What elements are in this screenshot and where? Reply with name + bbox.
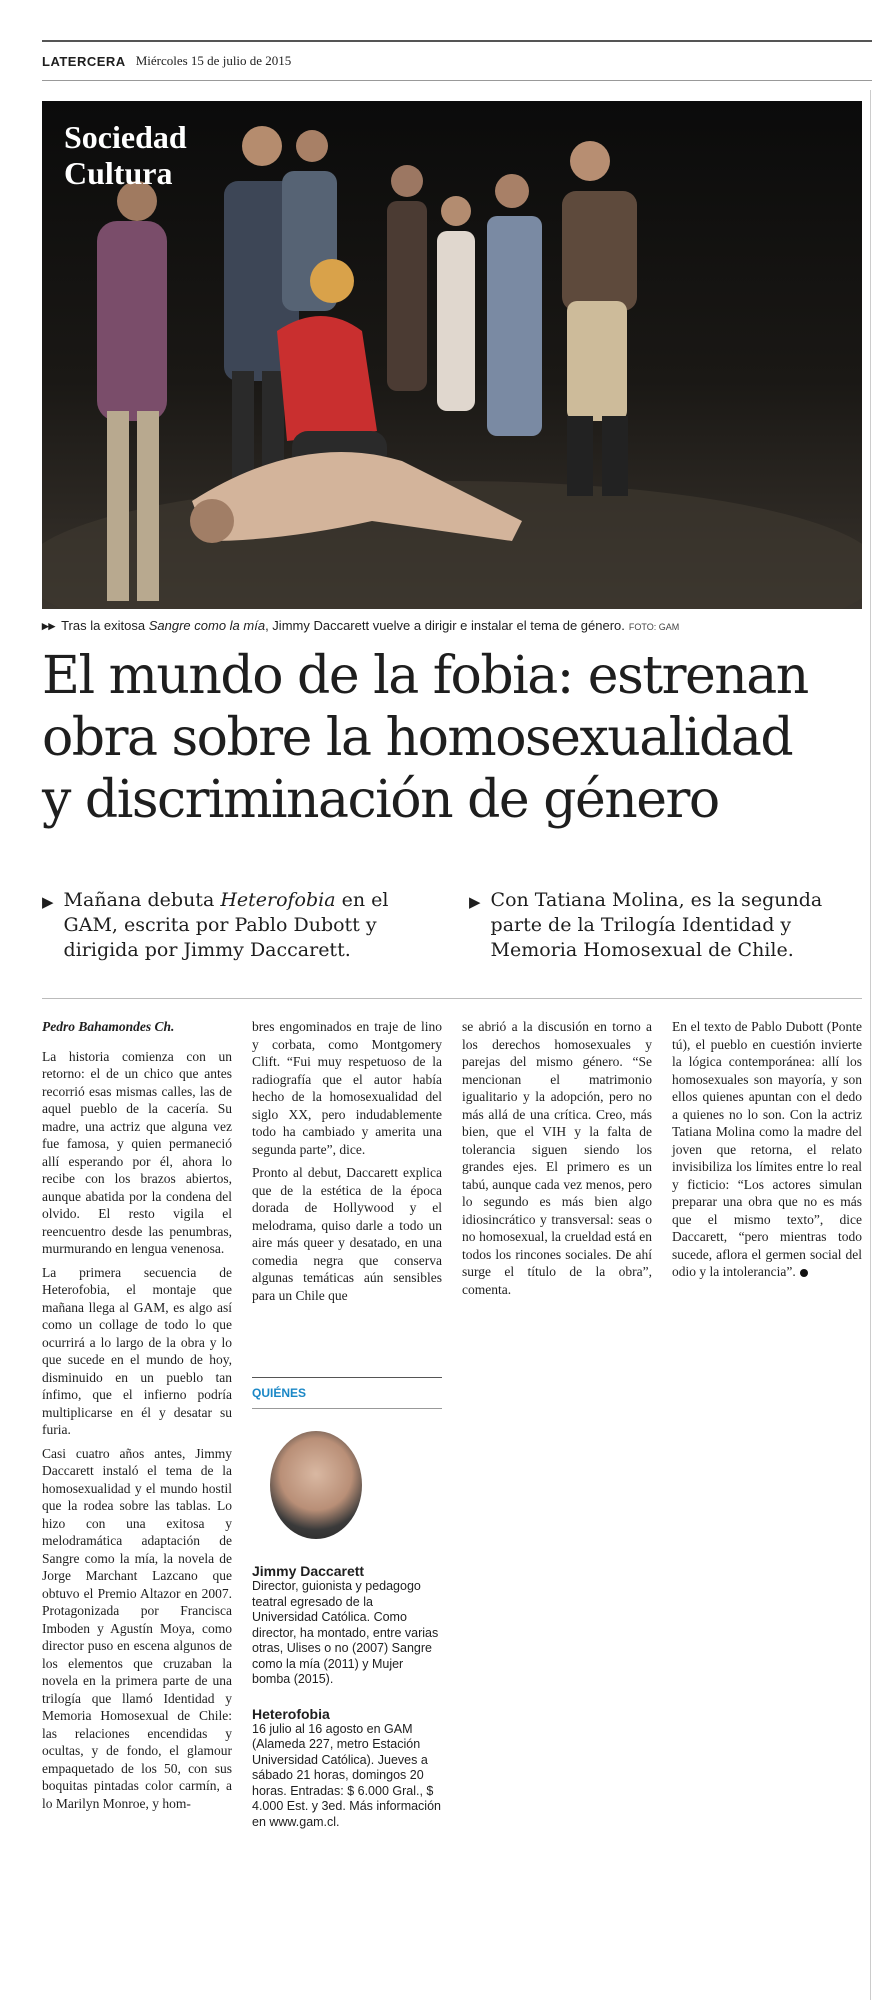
headline-line-1: El mundo de la fobia: estrenan <box>42 646 808 706</box>
quienes-sidebar <box>252 1377 442 1830</box>
paragraph: La primera secuencia de Heterofobia, el montaje que mañana llega al GAM, es algo así como un collage de todo lo que ocurrirá a lo largo de la obra y lo que sucede en el mundo de hoy, disminuido en un pueblo tan ínfimo, que el infierno podría multiplicarse en él y desatar su furia. <box>42 1264 232 1437</box>
sidebar-label: QUIÉNES <box>252 1377 442 1409</box>
headline <box>42 645 872 831</box>
end-mark-icon <box>800 1269 808 1277</box>
paragraph <box>672 1018 862 1281</box>
caption-text-after: , Jimmy Daccarett vuelve a dirigir e instalar el tema de género. <box>265 618 625 633</box>
masthead <box>42 40 872 81</box>
paragraph-text: En el texto de Pablo Dubott (Ponte tú), el pueblo en cuestión invierte la lógica contemporánea: allí los homosexuales son mayoría, y son ellos quienes apuntan con el dedo a quienes no lo son. Con la actriz Tatiana Molina como la madre del joven que retorna, el relato invisibiliza los límites entre lo real y ficticio: “Los actores simulan preparar una obra que no es más que el mismo texto”, dice Daccarett, “pero mientras todo sucede, aflora el germen social del odio y la intolerancia”. <box>672 1019 862 1279</box>
deck-item <box>42 888 435 963</box>
photo-credit: FOTO: GAM <box>628 622 680 632</box>
headline-line-2: obra sobre la homosexualidad <box>42 708 793 768</box>
deck-item <box>469 888 862 963</box>
deck-italic-title: Heterofobia <box>220 889 336 911</box>
director-portrait <box>270 1431 362 1539</box>
article-column-3 <box>462 1018 652 1304</box>
page-edge-rule <box>870 90 871 2000</box>
lead-photo <box>42 101 862 609</box>
subheadline-decks <box>42 888 862 963</box>
section-label-cultura: Cultura <box>64 155 173 191</box>
paragraph: se abrió a la discusión en torno a los derechos homosexuales y parejas del mismo género. “Se mencionan el matrimonio igualitario y la adopción, pero no más allá de una crítica. Creo, más bien, que el VIH y la falta de tolerancia siguen siendo los grandes ejes. El primero es un tabú, aunque cada vez menos, pero lo segundo es más bien algo idiosincrático y transversal: seas o no homosexual, la crueldad está en todos los rincones sociales. De ahí surge el título de la obra”, comenta. <box>462 1019 652 1297</box>
event-info: 16 julio al 16 agosto en GAM (Alameda 227, metro Estación Universidad Católica). Jueves a sábado 21 horas, domingos 20 horas. Entradas: $ 6.000 Gral., $ 4.000 Est. y 3ed. Más información en www.gam.cl. <box>252 1721 441 1829</box>
director-bio: Director, guionista y pedagogo teatral egresado de la Universidad Católica. Como director, ha montado, entre varias otras, Ulises o no (2007) Sangre como la mía (2011) y Mujer bomba (2015). <box>252 1579 439 1686</box>
deck-text-after: en el GAM, escrita por Pablo Dubott y dirigida por Jimmy Daccarett. <box>63 889 389 961</box>
section-label-sociedad: Sociedad <box>64 119 187 155</box>
double-arrow-icon: ▸▸ <box>42 618 56 633</box>
section-divider <box>42 998 862 999</box>
newspaper-brand: LATERCERA <box>42 53 126 69</box>
paragraph: Pronto al debut, Daccarett explica que de la estética de la época dorada de Hollywood y el melodrama, quiso darle a todo un aire más queer y desatado, en una comedia negra que conserva algunas temáticas aún sensibles para un Chile que <box>252 1165 442 1303</box>
paragraph: Casi cuatro años antes, Jimmy Daccarett instaló el tema de la homosexualidad y el mundo hostil que la rodea sobre las tablas. Lo hizo con una exitosa y melodramática adaptación de Sangre como la mía, la novela de Jorge Marchant Lazcano que obtuvo el Premio Altazor en 2007. Protagonizada por Francisca Imboden y Agustín Moya, como director puso en escena algunos de los elementos que cruzaban la novela en la primera parte de una trilogía que llamó Identidad y Memoria Homosexual de Chile: las relaciones encendidas y ocultas, y de fondo, el glamour empaquetado de los 50, con sus boquitas pintadas color carmín, a lo Marilyn Monroe, y hom- <box>42 1445 232 1811</box>
byline: Pedro Bahamondes Ch. <box>42 1019 175 1034</box>
deck-text-before: Mañana debuta <box>63 889 221 911</box>
paragraph: bres engominados en traje de lino y corbata, como Montgomery Clift. “Fui muy respetuoso de la radiografía que el autor había hecho de la homosexualidad del siglo XX, pero indudablemente todo ha cambiado y amerita una segunda parte”, dice. <box>252 1019 442 1157</box>
deck-text <box>64 888 435 963</box>
deck-text: Con Tatiana Molina, es la segunda parte de la Trilogía Identidad y Memoria Homosexual de Chile. <box>490 889 823 961</box>
director-name: Jimmy Daccarett <box>252 1563 365 1579</box>
triangle-bullet-icon: ▶ <box>42 893 54 911</box>
article-column-4 <box>672 1018 862 1287</box>
article-column-2 <box>252 1018 442 1310</box>
paragraph: La historia comienza con un retorno: el de un chico que antes recorrió esas mismas calles, las de aquel pueblo de la cacería. Su madre, una actriz que alguna vez fue famosa, y quien permaneció allí esperando por él, ahora lo recibe con los brazos abiertos, aunque abatida por la condena del olvido. El resto vigila el reencuentro desde las penumbras, murmurando en lengua venenosa. <box>42 1048 232 1256</box>
event-title: Heterofobia <box>252 1705 330 1722</box>
photo-caption <box>42 618 862 634</box>
article-column-1 <box>42 1018 232 1818</box>
triangle-bullet-icon: ▶ <box>469 893 481 911</box>
headline-line-3: y discriminación de género <box>42 770 719 830</box>
caption-text-before: Tras la exitosa <box>61 618 149 633</box>
section-label <box>64 119 187 191</box>
caption-play-title: Sangre como la mía <box>148 618 266 633</box>
issue-date: Miércoles 15 de julio de 2015 <box>135 53 292 68</box>
